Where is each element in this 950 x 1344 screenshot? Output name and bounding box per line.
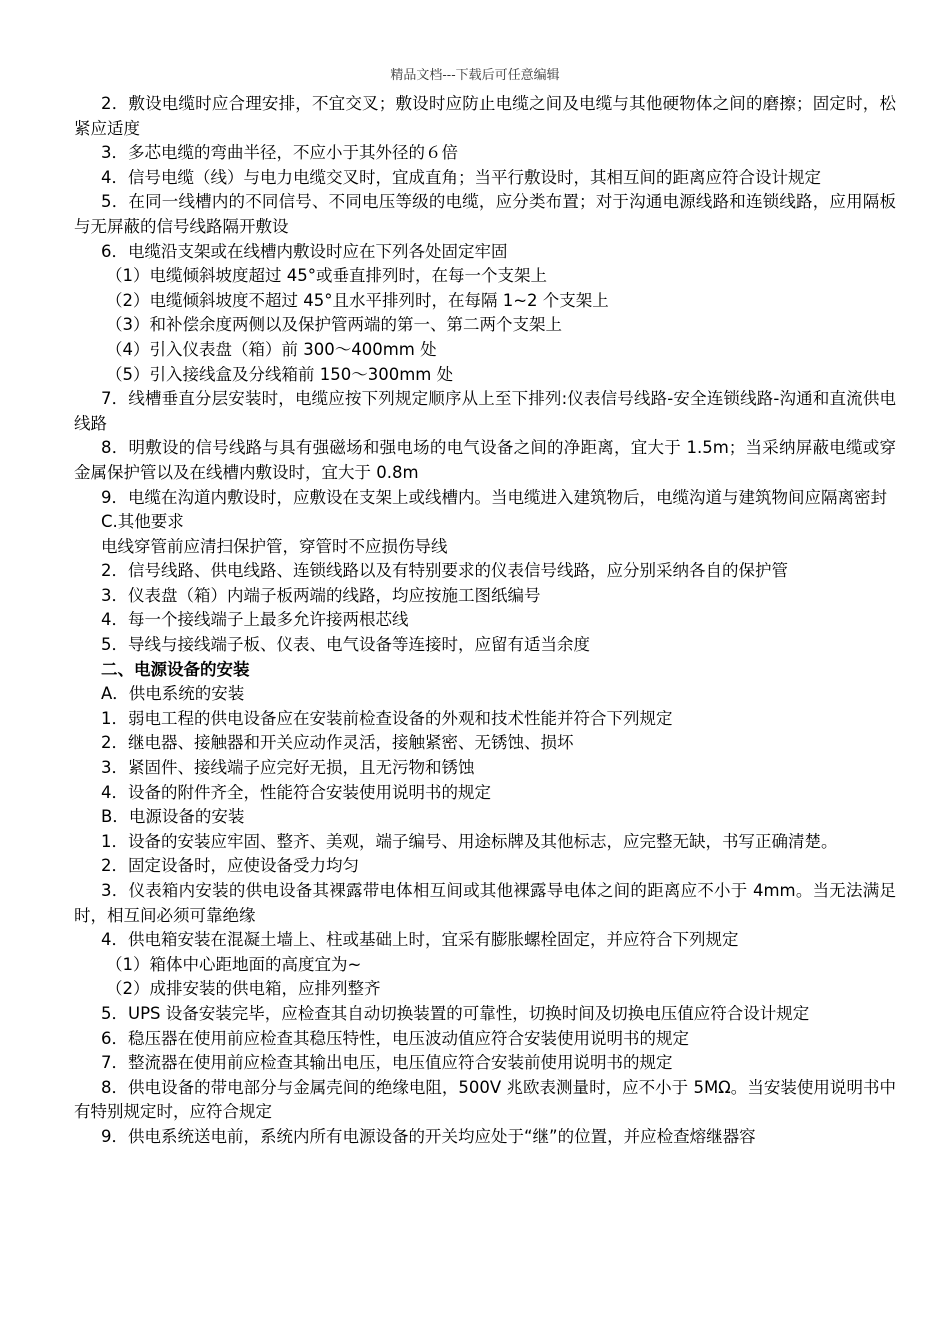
list-item: （1）电缆倾斜坡度超过 45°或垂直排列时，在每一个支架上 (106, 266, 547, 286)
paragraph: 3．仪表箱内安装的供电设备其裸露带电体相互间或其他裸露导电体之间的距离应不小于 4mm。当无法满足时，相互间必须可靠绝缘 (74, 881, 896, 925)
paragraph: 2．继电器、接触器和开关应动作灵活，接触紧密、无锈蚀、损坏 (101, 733, 574, 753)
list-item: （2）成排安装的供电箱，应排列整齐 (106, 979, 381, 999)
paragraph: 9．电缆在沟道内敷设时，应敷设在支架上或线槽内。当电缆进入建筑物后，电缆沟道与建筑物间应隔离密封 (101, 487, 887, 507)
paragraph: 4．每一个接线端子上最多允许接两根芯线 (101, 610, 409, 630)
paragraph: 8．供电设备的带电部分与金属壳间的绝缘电阻，500V 兆欧表测量时，应不小于 5MΩ。当安装使用说明书中有特别规定时，应符合规定 (74, 1077, 896, 1122)
paragraph: 1．弱电工程的供电设备应在安装前检查设备的外观和技术性能并符合下列规定 (101, 708, 673, 728)
paragraph: 3．仪表盘（箱）内端子板两端的线路，均应按施工图纸编号 (101, 585, 541, 605)
list-item: （4）引入仪表盘（箱）前 300～400mm 处 (106, 339, 437, 359)
paragraph: 3．紧固件、接线端子应完好无损，且无污物和锈蚀 (101, 758, 475, 778)
list-item: （3）和补偿余度两侧以及保护管两端的第一、第二两个支架上 (106, 315, 562, 335)
chapter-heading: 二、电源设备的安装 (101, 659, 250, 679)
paragraph: 6．稳压器在使用前应检查其稳压特性，电压波动值应符合安装使用说明书的规定 (101, 1028, 689, 1048)
paragraph: 6．电缆沿支架或在线槽内敷设时应在下列各处固定牢固 (101, 241, 508, 261)
paragraph: 4．设备的附件齐全，性能符合安装使用说明书的规定 (101, 782, 491, 802)
list-item: （1）箱体中心距地面的高度宜为~ (106, 954, 362, 974)
paragraph: 3．多芯电缆的弯曲半径，不应小于其外径的６倍 (101, 143, 458, 163)
list-item: （5）引入接线盒及分线箱前 150～300mm 处 (106, 364, 454, 384)
paragraph: 5．导线与接线端子板、仪表、电气设备等连接时，应留有适当余度 (101, 635, 590, 655)
paragraph: 8．明敷设的信号线路与具有强磁场和强电场的电气设备之间的净距离，宜大于 1.5m；当采纳屏蔽电缆或穿金属保护管以及在线槽内敷设时，宜大于 0.8m (74, 438, 896, 482)
section-heading: A．供电系统的安装 (101, 684, 245, 704)
paragraph: 4．供电箱安装在混凝土墙上、柱或基础上时，宜采有膨胀螺栓固定，并应符合下列规定 (101, 930, 739, 950)
paragraph: 9．供电系统送电前，系统内所有电源设备的开关均应处于“继”的位置，并应检查熔继器容 (101, 1126, 756, 1146)
paragraph: 5．UPS 设备安装完毕，应检查其自动切换装置的可靠性，切换时间及切换电压值应符合设计规定 (101, 1003, 810, 1023)
section-heading: C.其他要求 (101, 512, 184, 532)
document-body (74, 92, 896, 1150)
paragraph: 7．线槽垂直分层安装时，电缆应按下列规定顺序从上至下排列:仪表信号线路-安全连锁线路-沟通和直流供电线路 (74, 389, 896, 433)
paragraph: 4．信号电缆（线）与电力电缆交叉时，宜成直角；当平行敷设时，其相互间的距离应符合设计规定 (101, 167, 821, 187)
paragraph: 5．在同一线槽内的不同信号、不同电压等级的电缆，应分类布置；对于沟通电源线路和连锁线路，应用隔板与无屏蔽的信号线路隔开敷设 (74, 192, 896, 236)
paragraph: 2．固定设备时，应使设备受力均匀 (101, 856, 359, 876)
section-heading: B．电源设备的安装 (101, 807, 245, 827)
list-item: （2）电缆倾斜坡度不超过 45°且水平排列时，在每隔 1~2 个支架上 (106, 290, 609, 310)
paragraph: 2．信号线路、供电线路、连锁线路以及有特别要求的仪表信号线路，应分别采纳各自的保护管 (101, 561, 788, 581)
paragraph: 1．设备的安装应牢固、整齐、美观，端子编号、用途标牌及其他标志，应完整无缺，书写正确清楚。 (101, 831, 838, 851)
paragraph: 电线穿管前应清扫保护管，穿管时不应损伤导线 (101, 536, 448, 556)
paragraph: 7．整流器在使用前应检查其输出电压，电压值应符合安装前使用说明书的规定 (101, 1053, 673, 1073)
paragraph: 2．敷设电缆时应合理安排，不宜交叉；敷设时应防止电缆之间及电缆与其他硬物体之间的磨擦；固定时，松紧应适度 (74, 94, 896, 138)
page-header: 精品文档---下载后可任意编辑 (390, 68, 560, 83)
